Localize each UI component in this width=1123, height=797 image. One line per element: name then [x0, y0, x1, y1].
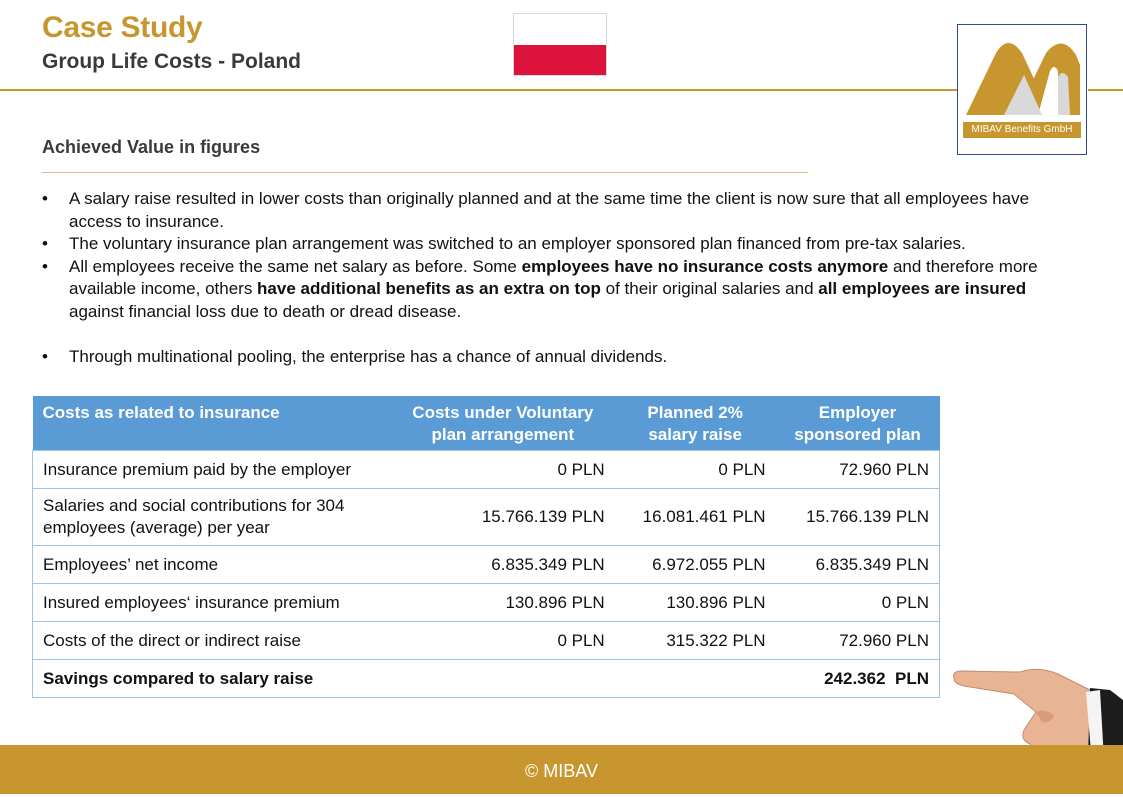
bullet-run: and therefore more available income, others: [69, 256, 1038, 298]
mibav-logo: [957, 24, 1087, 155]
row-label: Insured employees‘ insurance premium: [33, 584, 391, 622]
header-divider-right: [1088, 89, 1123, 91]
cell-voluntary: 15.766.139 PLN: [391, 489, 615, 546]
table-row: [33, 622, 940, 660]
column-header: Costs under Voluntary plan arrangement: [391, 396, 615, 451]
cell-raise: 6.972.055 PLN: [615, 546, 776, 584]
bullet-text: [69, 189, 1029, 231]
bullet-dot-icon: •: [42, 234, 48, 253]
empty-cell: [615, 660, 776, 698]
cell-sponsored: 6.835.349 PLN: [776, 546, 940, 584]
column-header: Costs as related to insurance: [33, 396, 391, 451]
cell-voluntary: 0 PLN: [391, 451, 615, 489]
row-label: Insurance premium paid by the employer: [33, 451, 391, 489]
bullet-emphasis: have additional benefits as an extra on top: [257, 279, 601, 298]
bullet-emphasis: all employees are insured: [818, 279, 1027, 298]
cell-sponsored: 72.960 PLN: [776, 451, 940, 489]
bullet-run: Through multinational pooling, the enterprise has a chance of annual dividends.: [69, 347, 668, 366]
bullet-text: [69, 257, 1038, 321]
bullet-run: The voluntary insurance plan arrangement was switched to an employer sponsored plan financed from pre-tax salaries.: [69, 234, 966, 253]
footer-bar: [0, 745, 1123, 794]
bullet-run: All employees receive the same net salary as before. Some: [69, 256, 522, 276]
bullet-item: [42, 346, 1082, 369]
bullet-item: [42, 233, 1082, 256]
total-row: [33, 660, 940, 698]
case-study-title: Case Study: [42, 11, 203, 44]
cell-raise: 130.896 PLN: [615, 584, 776, 622]
total-label: Savings compared to salary raise: [33, 660, 391, 698]
row-label: Costs of the direct or indirect raise: [33, 622, 391, 660]
column-header: Planned 2% salary raise: [615, 396, 776, 451]
poland-flag-icon: [513, 13, 607, 76]
table-row: [33, 451, 940, 489]
case-study-subtitle: Group Life Costs - Poland: [42, 50, 302, 73]
cell-sponsored: 15.766.139 PLN: [776, 489, 940, 546]
table-header-row: [33, 396, 940, 451]
bullet-item: [42, 256, 1082, 324]
cell-raise: 0 PLN: [615, 451, 776, 489]
column-header: Employer sponsored plan: [776, 396, 940, 451]
bullet-dot-icon: •: [42, 347, 48, 366]
cell-voluntary: 0 PLN: [391, 622, 615, 660]
row-label: Salaries and social contributions for 304 employees (average) per year: [33, 489, 391, 546]
cell-sponsored: 72.960 PLN: [776, 622, 940, 660]
bullet-item: [42, 188, 1082, 233]
total-value: 242.362 PLN: [776, 660, 940, 698]
cell-voluntary: 130.896 PLN: [391, 584, 615, 622]
bullet-list: [42, 188, 1082, 369]
empty-cell: [391, 660, 615, 698]
cell-sponsored: 0 PLN: [776, 584, 940, 622]
logo-caption: MIBAV Benefits GmbH: [963, 122, 1081, 138]
bullet-text: [69, 347, 667, 366]
bullet-emphasis: employees have no insurance costs anymore: [521, 256, 889, 276]
table-row: [33, 546, 940, 584]
bullet-run: of their original salaries and: [600, 279, 819, 298]
table-row: [33, 489, 940, 546]
header-divider: [0, 89, 958, 91]
cost-comparison-table: [32, 396, 940, 698]
cell-raise: 315.322 PLN: [615, 622, 776, 660]
bullet-run: against financial loss due to death or dread disease.: [69, 301, 462, 321]
section-title: Achieved Value in figures: [42, 137, 261, 157]
bullet-dot-icon: •: [42, 189, 48, 208]
section-divider: [42, 172, 808, 173]
copyright-text: © MIBAV: [525, 761, 598, 781]
table-row: [33, 584, 940, 622]
row-label: Employees’ net income: [33, 546, 391, 584]
bullet-run: A salary raise resulted in lower costs than originally planned and at the same time the client is now sure that all employees have access to insurance.: [69, 189, 1030, 231]
mibav-m-mark-icon: [958, 25, 1086, 121]
bullet-text: [69, 234, 966, 253]
cell-voluntary: 6.835.349 PLN: [391, 546, 615, 584]
bullet-dot-icon: •: [42, 256, 48, 276]
cell-raise: 16.081.461 PLN: [615, 489, 776, 546]
